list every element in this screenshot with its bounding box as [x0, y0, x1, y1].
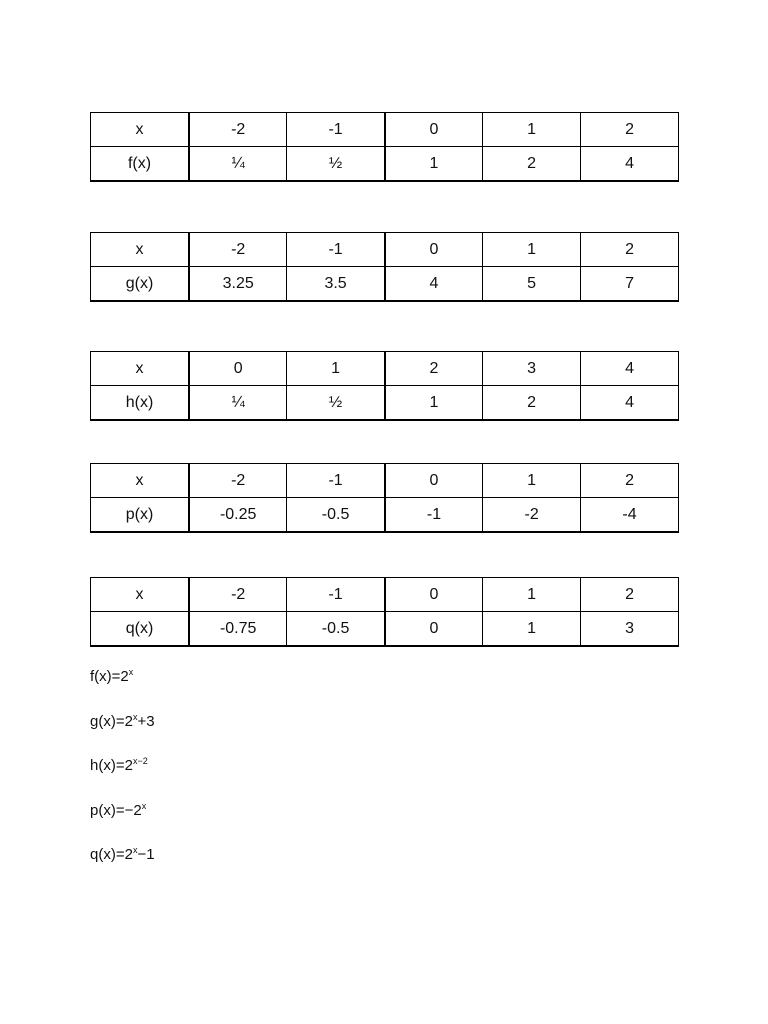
function-value-cell: 1 — [385, 147, 483, 182]
formula-base: f(x)=2 — [90, 668, 129, 685]
function-value-cell: 1 — [385, 386, 483, 421]
formula-base: g(x)=2 — [90, 713, 133, 730]
x-value-cell: 2 — [385, 352, 483, 386]
table-row-function — [91, 267, 679, 302]
function-value-cell: -1 — [385, 498, 483, 533]
formula-tail: −1 — [137, 846, 155, 863]
row-label-x: x — [91, 352, 190, 386]
row-label-function: f(x) — [91, 147, 190, 182]
x-value-cell: 1 — [483, 233, 581, 267]
function-value-cell: 3.5 — [287, 267, 385, 302]
function-value-cell: 1 — [483, 612, 581, 647]
formula-q — [90, 846, 155, 864]
formula-exponent: x — [132, 712, 138, 722]
function-value-cell: -4 — [581, 498, 679, 533]
table-row-function — [91, 612, 679, 647]
function-value-cell: 4 — [581, 147, 679, 182]
function-table-h — [90, 351, 679, 421]
formula-base: p(x)=−2 — [90, 802, 142, 819]
formula-exponent: x−2 — [132, 756, 148, 766]
row-label-function: g(x) — [91, 267, 190, 302]
x-value-cell: -2 — [189, 233, 287, 267]
table-row-x — [91, 233, 679, 267]
function-table-p — [90, 463, 679, 533]
function-value-cell: -2 — [483, 498, 581, 533]
x-value-cell: -2 — [189, 464, 287, 498]
x-value-cell: 0 — [385, 113, 483, 147]
x-value-cell: -2 — [189, 578, 287, 612]
x-value-cell: 2 — [581, 233, 679, 267]
formula-f — [90, 668, 133, 686]
x-value-cell: 2 — [581, 464, 679, 498]
table-row-x — [91, 113, 679, 147]
table-row-function — [91, 147, 679, 182]
function-value-cell: ¼ — [189, 386, 287, 421]
table-row-x — [91, 464, 679, 498]
x-value-cell: 4 — [581, 352, 679, 386]
formula-exponent: x — [128, 667, 134, 677]
x-value-cell: 0 — [385, 233, 483, 267]
table-row-x — [91, 578, 679, 612]
x-value-cell: 0 — [385, 578, 483, 612]
x-value-cell: 2 — [581, 578, 679, 612]
function-table-g — [90, 232, 679, 302]
table-row-x — [91, 352, 679, 386]
function-table-q — [90, 577, 679, 647]
row-label-x: x — [91, 233, 190, 267]
formula-base: h(x)=2 — [90, 757, 133, 774]
row-label-x: x — [91, 578, 190, 612]
formula-tail: +3 — [137, 713, 155, 730]
x-value-cell: 2 — [581, 113, 679, 147]
x-value-cell: -1 — [287, 578, 385, 612]
function-value-cell: -0.5 — [287, 498, 385, 533]
row-label-function: h(x) — [91, 386, 190, 421]
row-label-function: q(x) — [91, 612, 190, 647]
table-row-function — [91, 498, 679, 533]
formula-base: q(x)=2 — [90, 846, 133, 863]
function-value-cell: -0.5 — [287, 612, 385, 647]
function-value-cell: 3 — [581, 612, 679, 647]
row-label-x: x — [91, 464, 190, 498]
formula-exponent: x — [132, 845, 138, 855]
x-value-cell: 1 — [483, 464, 581, 498]
row-label-function: p(x) — [91, 498, 190, 533]
function-value-cell: 0 — [385, 612, 483, 647]
formula-exponent: x — [141, 801, 147, 811]
x-value-cell: 1 — [483, 113, 581, 147]
function-value-cell: ¼ — [189, 147, 287, 182]
x-value-cell: 3 — [483, 352, 581, 386]
x-value-cell: -1 — [287, 233, 385, 267]
function-value-cell: 2 — [483, 386, 581, 421]
x-value-cell: -1 — [287, 464, 385, 498]
formula-h — [90, 757, 148, 775]
x-value-cell: 1 — [483, 578, 581, 612]
formula-p — [90, 802, 146, 820]
function-value-cell: ½ — [287, 386, 385, 421]
x-value-cell: -1 — [287, 113, 385, 147]
function-value-cell: ½ — [287, 147, 385, 182]
function-value-cell: 4 — [385, 267, 483, 302]
formula-g — [90, 713, 155, 731]
function-value-cell: -0.75 — [189, 612, 287, 647]
function-table-f — [90, 112, 679, 182]
function-value-cell: -0.25 — [189, 498, 287, 533]
function-value-cell: 2 — [483, 147, 581, 182]
function-value-cell: 4 — [581, 386, 679, 421]
function-value-cell: 5 — [483, 267, 581, 302]
function-value-cell: 7 — [581, 267, 679, 302]
row-label-x: x — [91, 113, 190, 147]
x-value-cell: -2 — [189, 113, 287, 147]
x-value-cell: 1 — [287, 352, 385, 386]
function-value-cell: 3.25 — [189, 267, 287, 302]
x-value-cell: 0 — [189, 352, 287, 386]
table-row-function — [91, 386, 679, 421]
x-value-cell: 0 — [385, 464, 483, 498]
